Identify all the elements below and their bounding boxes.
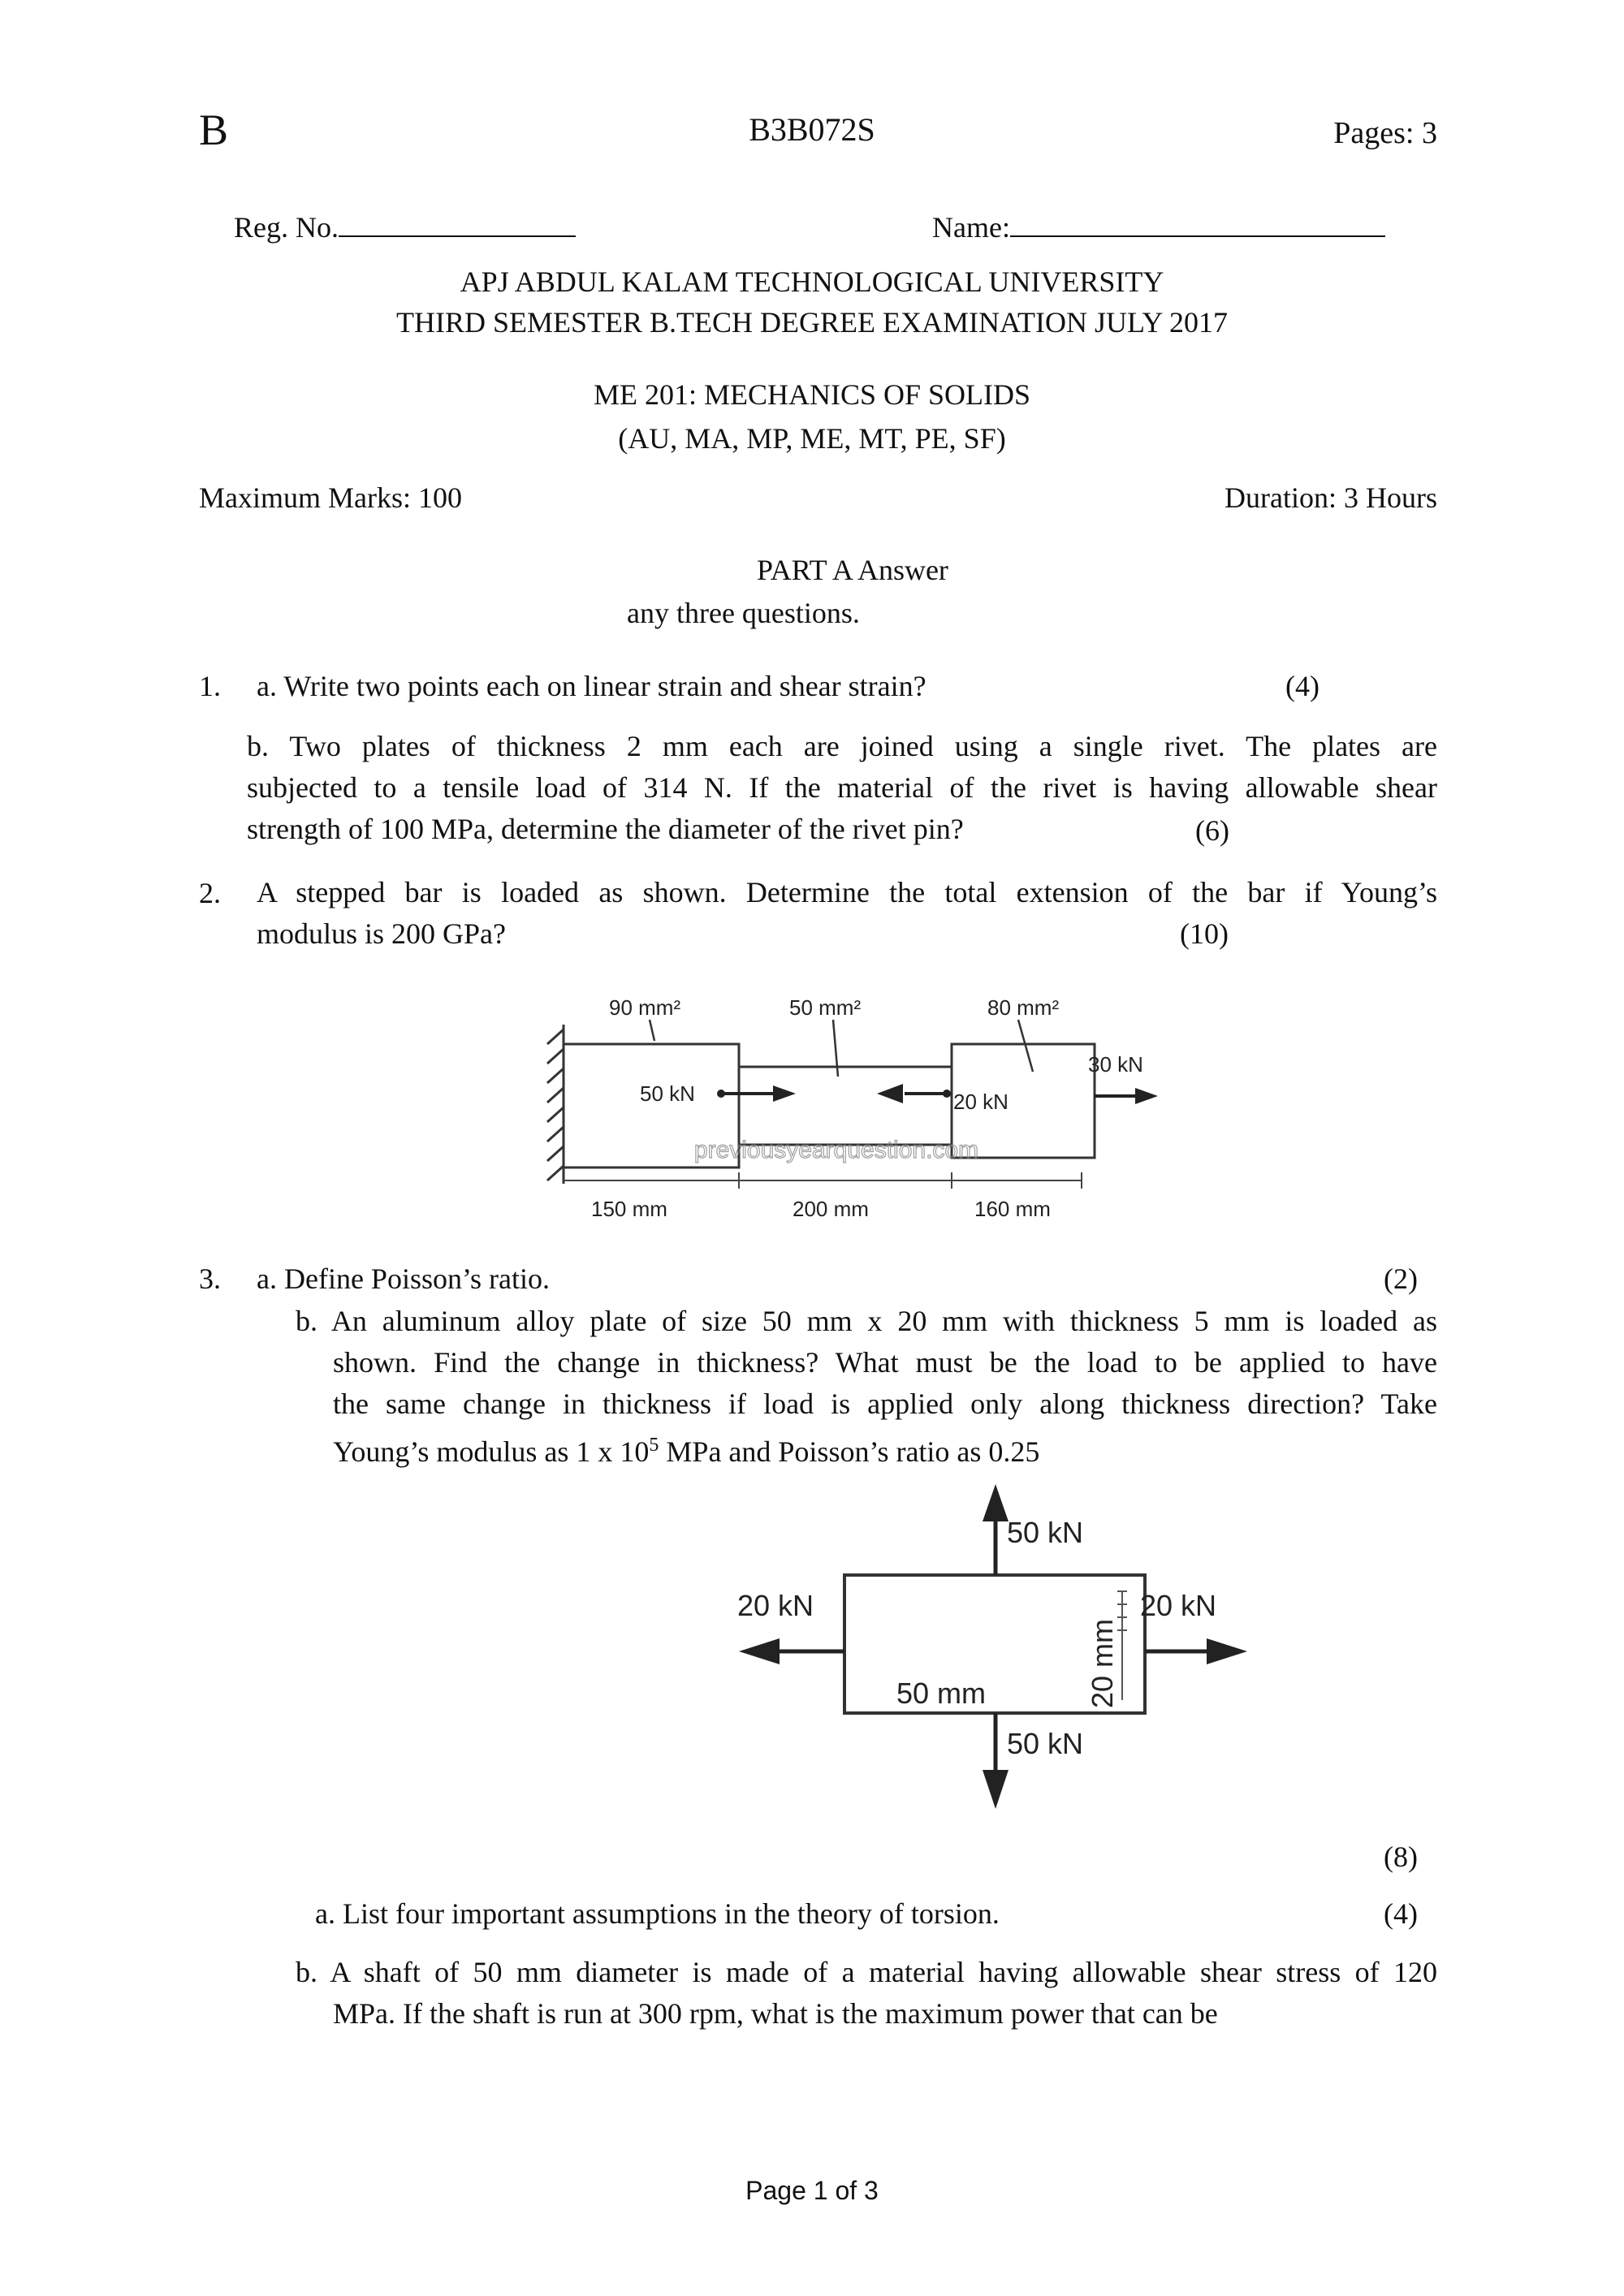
q3b-line: shown. Find the change in thickness? What must be the load to be applied to have [333,1346,1437,1379]
load3-arrowhead [1135,1088,1158,1104]
q1b-line: subjected to a tensile load of 314 N. If the material of the rivet is having allowable shear [247,771,1437,804]
reg-no-label: Reg. No. [234,211,339,244]
left-arrowhead [739,1638,780,1664]
top-load-label: 50 kN [1007,1516,1084,1549]
right-load-label: 20 kN [1140,1589,1217,1622]
area1-leader [650,1020,654,1041]
q2-line: modulus is 200 GPa? [257,917,507,950]
len3-label: 160 mm [974,1197,1051,1221]
name-label: Name: [932,211,1010,244]
q2-number: 2. [199,877,221,909]
fixed-wall [547,1025,564,1184]
height-label: 20 mm [1086,1618,1119,1708]
load1-label: 50 kN [640,1081,695,1106]
bar-section-2 [739,1067,952,1145]
q4b-line: MPa. If the shaft is run at 300 rpm, what is the maximum power that can be [333,1997,1218,2030]
series-letter: B [199,106,229,154]
q3b-exponent: 5 [649,1435,659,1456]
reg-no-field[interactable] [234,209,576,245]
left-load-label: 20 kN [737,1589,814,1622]
q1a-text: a. Write two points each on linear strain and shear strain? [257,670,926,702]
q1a-marks: (4) [1285,670,1320,702]
dimension-line [564,1172,1082,1189]
q3b-last-text: Young’s modulus as 1 x 10 [333,1435,650,1468]
page-count: Pages: 3 [1333,116,1437,150]
plate-figure [715,1478,1250,1819]
area3-label: 80 mm² [987,995,1060,1020]
q2-marks: (10) [1180,917,1229,950]
q2-line: A stepped bar is loaded as shown. Determine the total extension of the bar if Young’s [257,876,1437,908]
q1-number: 1. [199,670,221,702]
load2-label: 20 kN [953,1090,1009,1114]
q4b-line: b. A shaft of 50 mm diameter is made of a material having allowable shear stress of 120 [296,1956,1437,1988]
q2-text [257,872,1437,955]
course-branches: (AU, MA, MP, ME, MT, PE, SF) [618,422,1006,455]
area2-label: 50 mm² [789,995,862,1020]
name-field[interactable] [932,209,1385,245]
q1b-text [247,726,1437,850]
len2-label: 200 mm [793,1197,869,1221]
bottom-arrowhead [983,1770,1009,1809]
stepped-bar-figure [536,990,1169,1226]
duration: Duration: 3 Hours [1224,481,1437,514]
paper-code: B3B072S [749,111,875,148]
max-marks: Maximum Marks: 100 [199,481,462,514]
bottom-load-label: 50 kN [1007,1727,1084,1760]
university-name: APJ ABDUL KALAM TECHNOLOGICAL UNIVERSITY [460,265,1164,298]
q3b-text [296,1301,1437,1473]
part-instruction: any three questions. [627,597,860,629]
area1-label: 90 mm² [609,995,681,1020]
load3-label: 30 kN [1088,1052,1143,1077]
page-footer: Page 1 of 3 [745,2176,879,2205]
q3b-line: the same change in thickness if load is applied only along thickness direction? Take [333,1388,1437,1420]
course-title: ME 201: MECHANICS OF SOLIDS [593,378,1031,411]
load1-point [717,1090,725,1098]
len1-label: 150 mm [591,1197,667,1221]
load1-arrowhead [773,1085,796,1102]
q4a-text: a. List four important assumptions in the theory of torsion. [315,1897,1000,1930]
watermark: previousyearquestion.com [693,1137,979,1163]
q4b-text [296,1952,1437,2035]
top-arrowhead [983,1484,1009,1521]
q1b-line: strength of 100 MPa, determine the diameter of the rivet pin? [247,813,964,845]
q4a-marks: (4) [1384,1897,1418,1930]
width-label: 50 mm [896,1677,987,1710]
reg-no-blank[interactable] [339,211,576,237]
right-arrowhead [1207,1638,1247,1664]
q3b-last-text-end: MPa and Poisson’s ratio as 0.25 [659,1435,1040,1468]
name-blank[interactable] [1010,211,1385,237]
area3-leader [1018,1020,1033,1072]
q3a-text: a. Define Poisson’s ratio. [257,1262,550,1295]
q3a-marks: (2) [1384,1262,1418,1295]
q1b-line: b. Two plates of thickness 2 mm each are joined using a single rivet. The plates are [247,730,1437,762]
load2-point [943,1090,951,1098]
load2-arrowhead [877,1084,903,1103]
exam-title: THIRD SEMESTER B.TECH DEGREE EXAMINATION JULY 2017 [395,306,1228,339]
q1b-marks: (6) [1195,814,1229,847]
q3b-line: b. An aluminum alloy plate of size 50 mm x 20 mm with thickness 5 mm is loaded as [296,1305,1437,1337]
q3b-marks: (8) [1384,1841,1418,1873]
part-heading: PART A Answer [757,554,948,586]
q3b-line [296,1425,1437,1473]
q3-number: 3. [199,1262,221,1295]
